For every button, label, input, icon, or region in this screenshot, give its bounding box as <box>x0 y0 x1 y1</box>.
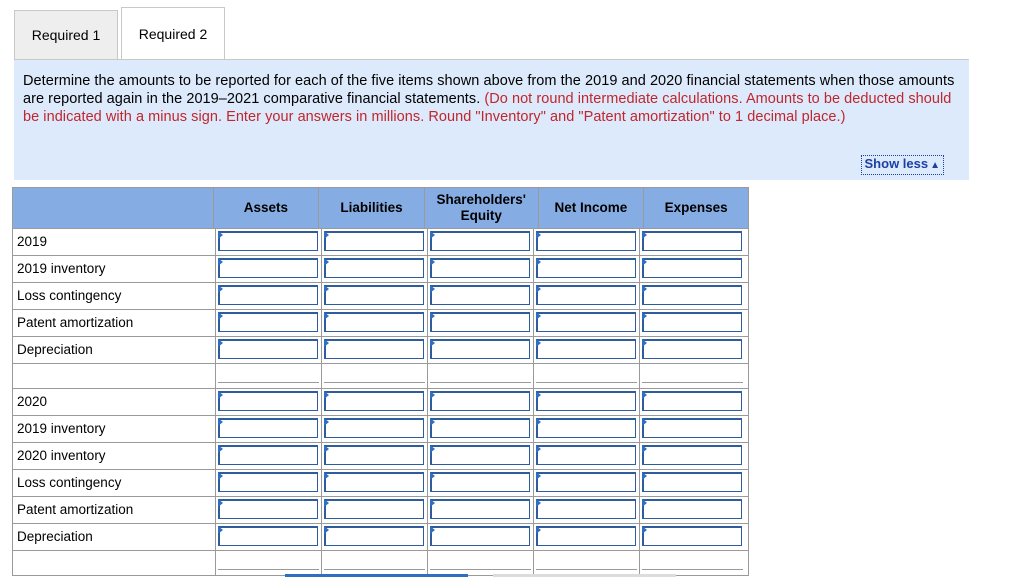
net-income-input[interactable] <box>536 526 636 546</box>
spacer-cell <box>534 551 640 575</box>
cell-shareholders-equity <box>428 310 534 336</box>
expenses-input[interactable] <box>642 445 742 465</box>
spacer-cell <box>640 551 745 575</box>
spacer-underline <box>218 382 319 386</box>
table-header <box>13 188 748 228</box>
cell-liabilities <box>322 524 428 550</box>
dropdown-marker-icon <box>430 418 435 426</box>
dropdown-marker-icon <box>324 445 329 453</box>
table-row <box>13 228 748 255</box>
spacer-cell <box>640 364 745 388</box>
spacer-cell <box>322 364 428 388</box>
expenses-input[interactable] <box>642 472 742 492</box>
dropdown-marker-icon <box>536 339 541 347</box>
dropdown-marker-icon <box>642 499 647 507</box>
cell-liabilities <box>322 283 428 309</box>
table-body <box>13 228 748 575</box>
tab-required-1-label: Required 1 <box>31 27 101 43</box>
cell-expenses <box>640 310 745 336</box>
cell-expenses <box>640 416 745 442</box>
table-row <box>13 523 748 550</box>
dropdown-marker-icon <box>218 339 223 347</box>
dropdown-marker-icon <box>536 445 541 453</box>
row-label: Loss contingency <box>13 470 216 496</box>
cell-liabilities <box>322 470 428 496</box>
spacer-underline <box>642 382 743 386</box>
dropdown-marker-icon <box>324 339 329 347</box>
dropdown-marker-icon <box>324 526 329 534</box>
liabilities-input[interactable] <box>324 285 424 305</box>
dropdown-marker-icon <box>430 445 435 453</box>
row-label: 2020 inventory <box>13 443 216 469</box>
assets-input[interactable] <box>218 258 318 278</box>
dropdown-marker-icon <box>642 258 647 266</box>
table-spacer-row <box>13 363 748 388</box>
row-label: Loss contingency <box>13 283 216 309</box>
show-less-button[interactable] <box>861 155 944 175</box>
cell-assets <box>216 497 322 523</box>
row-label: Patent amortization <box>13 310 216 336</box>
cell-liabilities <box>322 337 428 363</box>
expenses-input[interactable] <box>642 391 742 411</box>
cell-expenses <box>640 470 745 496</box>
dropdown-marker-icon <box>642 231 647 239</box>
spacer-underline <box>324 569 425 573</box>
net-income-input[interactable] <box>536 499 636 519</box>
row-label: 2020 <box>13 389 216 415</box>
show-less-label: Show less <box>864 156 929 171</box>
table-row <box>13 336 748 363</box>
dropdown-marker-icon <box>642 472 647 480</box>
assets-input[interactable] <box>218 418 318 438</box>
shareholders-equity-input[interactable] <box>430 472 530 492</box>
dropdown-marker-icon <box>324 391 329 399</box>
dropdown-marker-icon <box>430 312 435 320</box>
dropdown-marker-icon <box>642 285 647 293</box>
cell-expenses <box>640 497 745 523</box>
cell-assets <box>216 470 322 496</box>
header-shareholders-equity: Shareholders' Equity <box>425 188 539 228</box>
dropdown-marker-icon <box>430 391 435 399</box>
table-row <box>13 309 748 336</box>
net-income-input[interactable] <box>536 445 636 465</box>
cell-assets <box>216 310 322 336</box>
cell-shareholders-equity <box>428 337 534 363</box>
assets-input[interactable] <box>218 312 318 332</box>
row-label: Patent amortization <box>13 497 216 523</box>
expenses-input[interactable] <box>642 418 742 438</box>
shareholders-equity-input[interactable] <box>430 418 530 438</box>
liabilities-input[interactable] <box>324 312 424 332</box>
cell-net-income <box>534 470 640 496</box>
cell-shareholders-equity <box>428 416 534 442</box>
expenses-input[interactable] <box>642 258 742 278</box>
net-income-input[interactable] <box>536 472 636 492</box>
table-row <box>13 442 748 469</box>
row-label: Depreciation <box>13 524 216 550</box>
cell-expenses <box>640 283 745 309</box>
header-net-income: Net Income <box>539 188 645 228</box>
dropdown-marker-icon <box>536 285 541 293</box>
dropdown-marker-icon <box>324 312 329 320</box>
instruction-main: Determine the amounts to be reported for each of the five items shown above from the 2019 and 2020 financial statements when those amounts are reported again in the 2019–2021 comparative financial statements. <box>23 73 955 107</box>
cell-assets <box>216 337 322 363</box>
liabilities-input[interactable] <box>324 472 424 492</box>
dropdown-marker-icon <box>324 472 329 480</box>
cell-expenses <box>640 524 745 550</box>
table-row <box>13 388 748 415</box>
cell-expenses <box>640 229 745 255</box>
spacer-underline <box>642 569 743 573</box>
net-income-input[interactable] <box>536 231 636 251</box>
assets-input[interactable] <box>218 445 318 465</box>
dropdown-marker-icon <box>642 445 647 453</box>
dropdown-marker-icon <box>536 526 541 534</box>
assets-input[interactable] <box>218 391 318 411</box>
dropdown-marker-icon <box>218 285 223 293</box>
liabilities-input[interactable] <box>324 258 424 278</box>
net-income-input[interactable] <box>536 418 636 438</box>
cell-shareholders-equity <box>428 497 534 523</box>
expenses-input[interactable] <box>642 526 742 546</box>
expenses-input[interactable] <box>642 285 742 305</box>
cell-liabilities <box>322 229 428 255</box>
table-row <box>13 415 748 442</box>
cell-shareholders-equity <box>428 389 534 415</box>
net-income-input[interactable] <box>536 391 636 411</box>
assets-input[interactable] <box>218 339 318 359</box>
spacer-underline <box>430 569 531 573</box>
shareholders-equity-input[interactable] <box>430 445 530 465</box>
dropdown-marker-icon <box>218 391 223 399</box>
cell-liabilities <box>322 416 428 442</box>
dropdown-marker-icon <box>218 418 223 426</box>
dropdown-marker-icon <box>536 312 541 320</box>
cell-net-income <box>534 229 640 255</box>
dropdown-marker-icon <box>536 499 541 507</box>
shareholders-equity-input[interactable] <box>430 312 530 332</box>
assets-input[interactable] <box>218 499 318 519</box>
dropdown-marker-icon <box>324 285 329 293</box>
spacer-cell <box>534 364 640 388</box>
spacer-underline <box>218 569 319 573</box>
cell-net-income <box>534 389 640 415</box>
instruction-text <box>23 72 960 126</box>
spacer-cell <box>216 551 322 575</box>
dropdown-marker-icon <box>218 231 223 239</box>
instruction-note: (Do not round intermediate calculations. Amounts to be deducted should be indicated with a minus sign. Enter your answers in millions. Round "Inventory" and "Patent amortization" to 1 decimal place.) <box>23 91 952 125</box>
dropdown-marker-icon <box>218 499 223 507</box>
cell-shareholders-equity <box>428 229 534 255</box>
dropdown-marker-icon <box>536 231 541 239</box>
instruction-panel <box>14 60 969 180</box>
cell-shareholders-equity <box>428 470 534 496</box>
cell-net-income <box>534 416 640 442</box>
dropdown-marker-icon <box>642 418 647 426</box>
dropdown-marker-icon <box>430 258 435 266</box>
cell-assets <box>216 283 322 309</box>
answer-table <box>12 187 749 576</box>
cell-assets <box>216 256 322 282</box>
liabilities-input[interactable] <box>324 445 424 465</box>
dropdown-marker-icon <box>536 418 541 426</box>
table-spacer-row <box>13 550 748 575</box>
expenses-input[interactable] <box>642 231 742 251</box>
dropdown-marker-icon <box>218 445 223 453</box>
spacer-underline <box>536 569 637 573</box>
dropdown-marker-icon <box>430 339 435 347</box>
assets-input[interactable] <box>218 472 318 492</box>
row-label: 2019 <box>13 229 216 255</box>
triangle-up-icon: ▲ <box>930 160 940 171</box>
row-label: 2019 inventory <box>13 256 216 282</box>
liabilities-input[interactable] <box>324 391 424 411</box>
dropdown-marker-icon <box>218 312 223 320</box>
assets-input[interactable] <box>218 231 318 251</box>
spacer-cell <box>216 364 322 388</box>
dropdown-marker-icon <box>430 499 435 507</box>
expenses-input[interactable] <box>642 499 742 519</box>
spacer-underline <box>430 382 531 386</box>
cell-expenses <box>640 337 745 363</box>
net-income-input[interactable] <box>536 285 636 305</box>
liabilities-input[interactable] <box>324 231 424 251</box>
cell-liabilities <box>322 256 428 282</box>
cell-net-income <box>534 443 640 469</box>
cell-shareholders-equity <box>428 256 534 282</box>
expenses-input[interactable] <box>642 339 742 359</box>
cell-assets <box>216 416 322 442</box>
shareholders-equity-input[interactable] <box>430 499 530 519</box>
spacer-underline <box>536 382 637 386</box>
cell-liabilities <box>322 497 428 523</box>
dropdown-marker-icon <box>218 472 223 480</box>
dropdown-marker-icon <box>324 258 329 266</box>
tab-required-1[interactable] <box>14 10 118 59</box>
table-row <box>13 255 748 282</box>
cell-shareholders-equity <box>428 283 534 309</box>
shareholders-equity-input[interactable] <box>430 258 530 278</box>
cell-net-income <box>534 283 640 309</box>
table-row <box>13 469 748 496</box>
cell-assets <box>216 443 322 469</box>
net-income-input[interactable] <box>536 312 636 332</box>
assets-input[interactable] <box>218 285 318 305</box>
dropdown-marker-icon <box>536 391 541 399</box>
cell-net-income <box>534 497 640 523</box>
tab-required-2[interactable] <box>121 7 225 61</box>
dropdown-marker-icon <box>218 258 223 266</box>
shareholders-equity-input[interactable] <box>430 285 530 305</box>
cell-expenses <box>640 256 745 282</box>
row-label: Depreciation <box>13 337 216 363</box>
dropdown-marker-icon <box>536 472 541 480</box>
expenses-input[interactable] <box>642 312 742 332</box>
spacer-label <box>13 551 216 575</box>
header-blank <box>13 188 214 228</box>
tab-required-2-label: Required 2 <box>138 26 208 42</box>
header-assets: Assets <box>214 188 320 228</box>
dropdown-marker-icon <box>430 526 435 534</box>
cell-net-income <box>534 256 640 282</box>
cell-assets <box>216 389 322 415</box>
row-label: 2019 inventory <box>13 416 216 442</box>
spacer-cell <box>428 551 534 575</box>
shareholders-equity-input[interactable] <box>430 231 530 251</box>
cell-assets <box>216 229 322 255</box>
cell-liabilities <box>322 310 428 336</box>
dropdown-marker-icon <box>430 285 435 293</box>
spacer-underline <box>324 382 425 386</box>
cell-shareholders-equity <box>428 443 534 469</box>
dropdown-marker-icon <box>642 312 647 320</box>
dropdown-marker-icon <box>430 472 435 480</box>
header-liabilities: Liabilities <box>319 188 425 228</box>
shareholders-equity-input[interactable] <box>430 339 530 359</box>
shareholders-equity-input[interactable] <box>430 391 530 411</box>
cell-expenses <box>640 389 745 415</box>
dropdown-marker-icon <box>430 231 435 239</box>
shareholders-equity-input[interactable] <box>430 526 530 546</box>
net-income-input[interactable] <box>536 258 636 278</box>
cell-net-income <box>534 337 640 363</box>
liabilities-input[interactable] <box>324 418 424 438</box>
dropdown-marker-icon <box>324 418 329 426</box>
net-income-input[interactable] <box>536 339 636 359</box>
cell-net-income <box>534 524 640 550</box>
cell-expenses <box>640 443 745 469</box>
dropdown-marker-icon <box>324 499 329 507</box>
table-row <box>13 282 748 309</box>
cell-net-income <box>534 310 640 336</box>
spacer-cell <box>428 364 534 388</box>
cell-shareholders-equity <box>428 524 534 550</box>
assets-input[interactable] <box>218 526 318 546</box>
table-row <box>13 496 748 523</box>
spacer-label <box>13 364 216 388</box>
dropdown-marker-icon <box>324 231 329 239</box>
liabilities-input[interactable] <box>324 499 424 519</box>
header-expenses: Expenses <box>664 200 728 215</box>
dropdown-marker-icon <box>536 258 541 266</box>
dropdown-marker-icon <box>642 339 647 347</box>
dropdown-marker-icon <box>218 526 223 534</box>
cell-liabilities <box>322 389 428 415</box>
dropdown-marker-icon <box>642 526 647 534</box>
spacer-cell <box>322 551 428 575</box>
liabilities-input[interactable] <box>324 526 424 546</box>
cell-liabilities <box>322 443 428 469</box>
liabilities-input[interactable] <box>324 339 424 359</box>
dropdown-marker-icon <box>642 391 647 399</box>
cell-assets <box>216 524 322 550</box>
